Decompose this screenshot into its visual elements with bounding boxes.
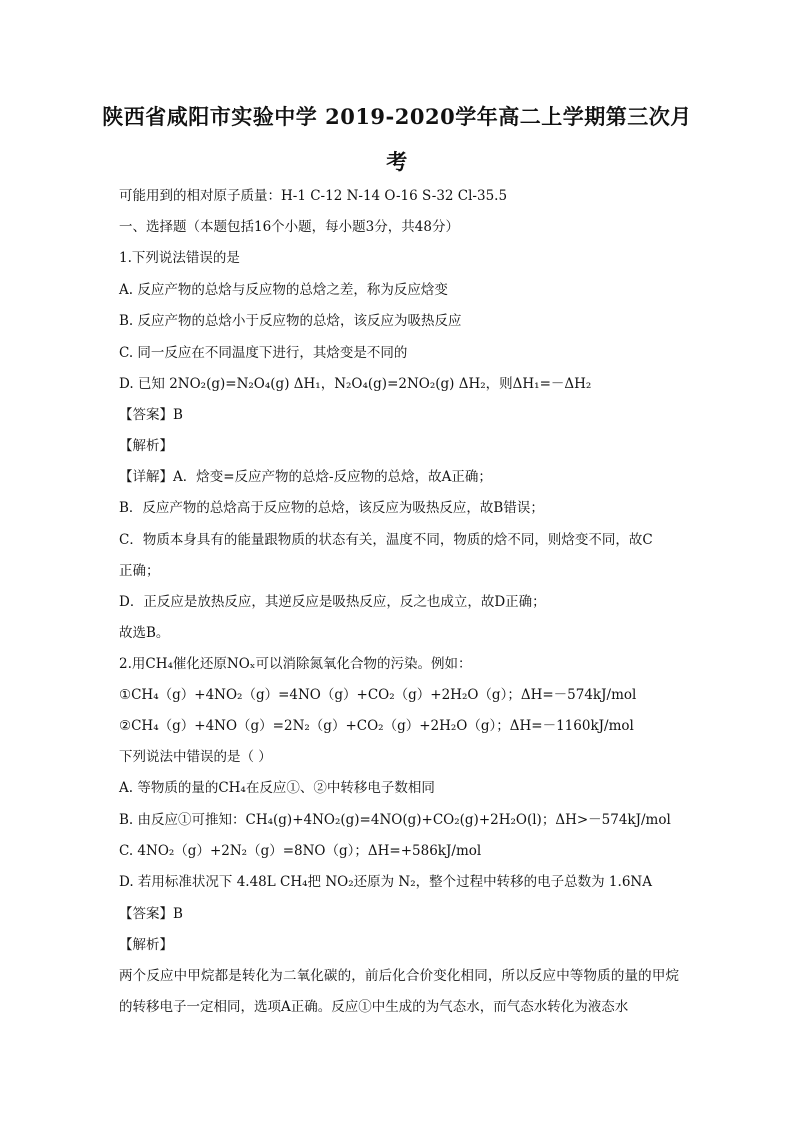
q1-detail-c-line2: 正确；: [119, 563, 160, 579]
q2-option-d: D. 若用标准状况下 4.48L CH₄把 NO₂还原为 N₂，整个过程中转移的电子总数为 1.6NA: [119, 874, 652, 890]
q1-option-d: D. 已知 2NO₂(g)=N₂O₄(g) ΔH₁，N₂O₄(g)=2NO₂(g) ΔH₂，则ΔH₁=－ΔH₂: [119, 376, 592, 392]
q1-detail-c-line1: C．物质本身具有的能量跟物质的状态有关，温度不同，物质的焓不同，则焓变不同，故C: [119, 532, 653, 548]
document-title-line1: 陕西省咸阳市实验中学 2019-2020学年高二上学期第三次月: [102, 104, 692, 129]
q2-reaction-1: ①CH₄（g）+4NO₂（g）=4NO（g）+CO₂（g）+2H₂O（g）；ΔH=－574kJ/mol: [119, 687, 637, 703]
q2-reaction-2: ②CH₄（g）+4NO（g）=2N₂（g）+CO₂（g）+2H₂O（g）；ΔH=－1160kJ/mol: [119, 718, 634, 734]
q1-option-b: B. 反应产物的总焓小于反应物的总焓，该反应为吸热反应: [119, 313, 462, 329]
q2-analysis-text: 两个反应中甲烷都是转化为二氧化碳的，前后化合价变化相同，所以反应中等物质的量的甲烷的转移电子一定相同，选项A正确。反应①中生成的为气态水，而气态水转化为液态水: [119, 968, 679, 1015]
q1-detail-a: 【详解】A．焓变=反应产物的总焓-反应物的总焓，故A正确；: [119, 469, 492, 485]
q1-answer: 【答案】B: [119, 407, 183, 423]
q2-option-c: C. 4NO₂（g）+2N₂（g）=8NO（g）；ΔH=+586kJ/mol: [119, 843, 482, 859]
q1-conclusion: 故选B。: [119, 625, 170, 641]
q2-ask: 下列说法中错误的是（ ）: [119, 749, 272, 765]
section-heading: 一、选择题（本题包括16个小题，每小题3分，共48分）: [119, 219, 459, 235]
q2-answer: 【答案】B: [119, 906, 183, 922]
q1-option-a: A. 反应产物的总焓与反应物的总焓之差，称为反应焓变: [119, 282, 448, 298]
q1-stem: 1.下列说法错误的是: [119, 250, 240, 266]
q2-option-a: A. 等物质的量的CH₄在反应①、②中转移电子数相同: [119, 780, 435, 796]
atomic-mass-note: 可能用到的相对原子质量：H-1 C-12 N-14 O-16 S-32 Cl-35.5: [119, 188, 508, 204]
q1-analysis-label: 【解析】: [119, 438, 173, 454]
q2-option-b: B. 由反应①可推知：CH₄(g)+4NO₂(g)=4NO(g)+CO₂(g)+2H₂O(l)；ΔH>－574kJ/mol: [119, 812, 671, 828]
q1-detail-b: B．反应产物的总焓高于反应物的总焓，该反应为吸热反应，故B错误；: [119, 500, 544, 516]
q1-option-c: C. 同一反应在不同温度下进行，其焓变是不同的: [119, 345, 408, 361]
q2-analysis-label: 【解析】: [119, 937, 173, 953]
document-title-line2: 考: [386, 149, 408, 174]
q2-stem: 2.用CH₄催化还原NOₓ可以消除氮氧化合物的污染。例如：: [119, 656, 472, 672]
q1-detail-d: D．正反应是放热反应，其逆反应是吸热反应，反之也成立，故D正确；: [119, 594, 546, 610]
